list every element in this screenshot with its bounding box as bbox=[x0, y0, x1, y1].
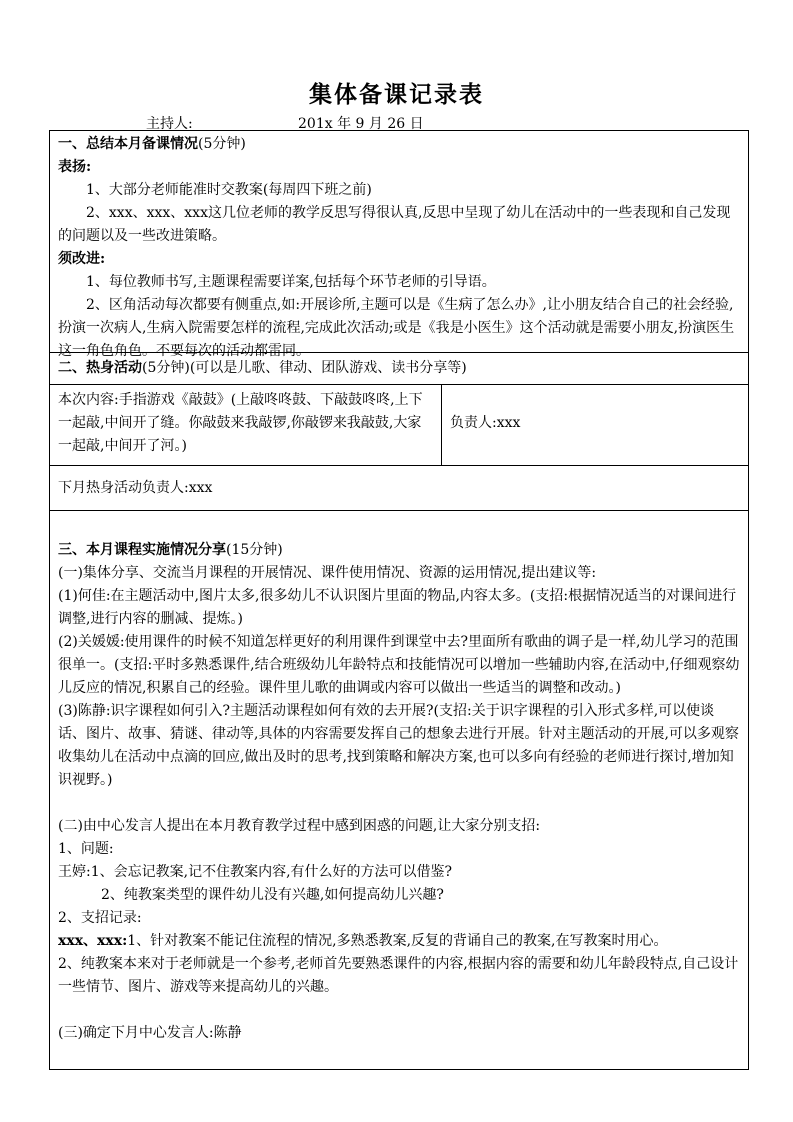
praise-item: 1、大部分老师能准时交教案(每周四下班之前) bbox=[86, 182, 372, 198]
questions-label: 1、问题: bbox=[58, 841, 114, 857]
praise-label: 表扬: bbox=[58, 159, 92, 175]
record-label: 2、支招记录: bbox=[58, 910, 142, 926]
warmup-content: 本次内容:手指游戏《敲鼓》(上敲咚咚鼓、下敲鼓咚咚,上下一起敲,中间开了缝。你敲鼓来我敲锣,你敲锣来我敲鼓,大家一起敲,中间开了河。) bbox=[58, 392, 423, 454]
sharing-item: (3)陈静:识字课程如何引入?主题活动课程如何有效的去开展?(支招:关于识字课程的引入形式多样,可以使谈话、图片、故事、猜谜、律动等,具体的内容需要发挥自己的想象去进行开展。针对主题活动的开展,可以多观察收集幼儿在活动中点滴的回应,做出及时的思考,找到策略和解决方案,也可以多向有经验的老师进行探讨,增加知识视野。) bbox=[58, 703, 739, 788]
section-course-sharing bbox=[58, 539, 742, 1045]
section2-heading-note: (5分钟)(可以是儿歌、律动、团队游戏、读书分享等) bbox=[142, 360, 467, 376]
row-divider bbox=[50, 510, 748, 511]
sub-heading-3: (三)确定下月中心发言人:陈静 bbox=[58, 1025, 242, 1041]
section1-heading-note: (5分钟) bbox=[198, 136, 246, 152]
question-person: 王婷: bbox=[58, 864, 91, 880]
row-divider bbox=[50, 352, 748, 353]
row-divider bbox=[50, 384, 748, 385]
section-summary bbox=[58, 133, 742, 363]
improve-item: 2、区角活动每次都要有侧重点,如:开展诊所,主题可以是《生病了怎么办》,让小朋友结合自己的社会经验,扮演一次病人,生病入院需要怎样的流程,完成此次活动;或是《我是小医生》这个活动就是需要小朋友,扮演医生这一角色角色。不要每次的活动都雷同。 bbox=[58, 297, 735, 359]
column-divider bbox=[441, 384, 442, 465]
sharing-item: (1)何佳:在主题活动中,图片太多,很多幼儿不认识图片里面的物品,内容太多。(支招:根据情况适当的对课间进行调整,进行内容的删减、提炼。) bbox=[58, 588, 737, 627]
section1-heading: 一、总结本月备课情况 bbox=[58, 136, 198, 152]
question-2: 2、纯教案类型的课件幼儿没有兴趣,如何提高幼儿兴趣? bbox=[101, 887, 444, 903]
sub-heading-2: (二)由中心发言人提出在本月教育教学过程中感到困惑的问题,让大家分别支招: bbox=[58, 818, 541, 834]
warmup-owner: 负责人:xxx bbox=[450, 415, 521, 431]
question-1: 1、会忘记教案,记不住教案内容,有什么好的方法可以借鉴? bbox=[90, 864, 453, 880]
section3-heading: 三、本月课程实施情况分享 bbox=[58, 542, 226, 558]
answer-1: 1、针对教案不能记住流程的情况,多熟悉教案,反复的背诵自己的教案,在写教案时用心。 bbox=[127, 933, 668, 949]
answer-2: 2、纯教案本来对于老师就是一个参考,老师首先要熟悉课件的内容,根据内容的需要和幼儿年龄段特点,自己设计一些情节、图片、游戏等来提高幼儿的兴趣。 bbox=[58, 956, 739, 995]
next-warmup-owner: 下月热身活动负责人:xxx bbox=[58, 480, 213, 496]
praise-item: 2、xxx、xxx、xxx这几位老师的教学反思写得很认真,反思中呈现了幼儿在活动中的一些表现和自己发现的问题以及一些改进策略。 bbox=[58, 205, 731, 244]
section3-heading-note: (15分钟) bbox=[226, 542, 283, 558]
row-divider bbox=[50, 465, 748, 466]
improve-label: 须改进: bbox=[58, 251, 106, 267]
answer-person: xxx、xxx: bbox=[58, 933, 128, 949]
host-label: 主持人: bbox=[146, 116, 193, 132]
section-warmup-heading bbox=[58, 357, 742, 380]
record-table bbox=[49, 130, 749, 1070]
section2-heading: 二、热身活动 bbox=[58, 360, 142, 376]
improve-item: 1、每位教师书写,主题课程需要详案,包括每个环节老师的引导语。 bbox=[86, 274, 496, 290]
page-title: 集体备课记录表 bbox=[309, 81, 484, 108]
meeting-date: 201x 年 9 月 26 日 bbox=[298, 116, 424, 132]
sharing-item: (2)关媛媛:使用课件的时候不知道怎样更好的利用课件到课堂中去?里面所有歌曲的调子是一样,幼儿学习的范围很单一。(支招:平时多熟悉课件,结合班级幼儿年龄特点和技能情况可以增加一些辅助内容,在活动中,仔细观察幼儿反应的情况,积累自己的经验。课件里儿歌的曲调或内容可以做出一些适当的调整和改动。) bbox=[58, 634, 740, 696]
sub-heading-1: (一)集体分享、交流当月课程的开展情况、课件使用情况、资源的运用情况,提出建议等: bbox=[58, 565, 597, 581]
